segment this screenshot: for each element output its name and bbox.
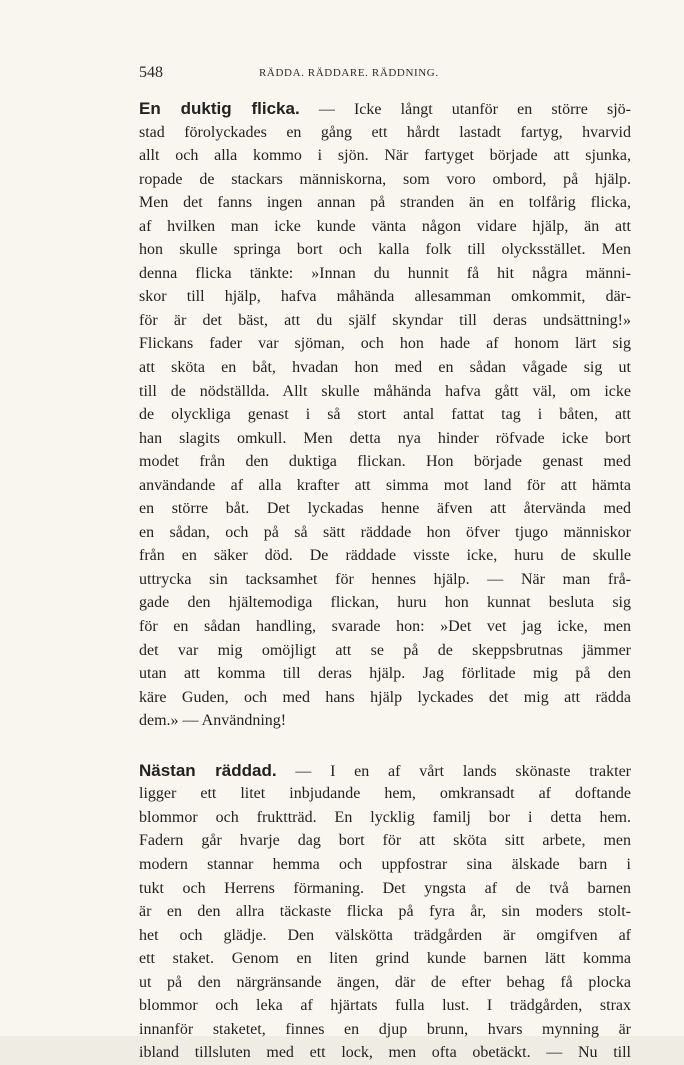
text-line: för en sådan handling, svarade hon: »Det vet jag icke, men (139, 618, 631, 636)
text-line: ett staket. Genom en liten grind kunde barnen lätt komma (139, 950, 631, 968)
text-line: stad förolyckades en gång ett hårdt lastadt fartyg, hvarvid (139, 123, 631, 141)
section-en-duktig-flicka (139, 97, 631, 733)
page-header (139, 64, 631, 86)
text-line: till de nödställda. Allt skulle måhända hafva gått väl, om icke (139, 382, 631, 400)
text-line: allt och alla kommo i sjön. När fartyget började att sjunka, (139, 147, 631, 165)
text-line: en sådan, och på så sätt räddade hon öfver tjugo människor (139, 523, 631, 541)
text-line: ut på den närgränsande ängen, där de efter behag få plocka (139, 973, 631, 991)
text-line: blommor och fruktträd. En lycklig familj bor i detta hem. (139, 808, 631, 826)
running-title: RÄDDA. RÄDDARE. RÄDDNING. (259, 67, 439, 79)
text-line: gade den hjältemodiga flickan, huru hon kunnat besluta sig (139, 594, 631, 612)
text-line: är en den allra täckaste flicka på fyra år, sin moders stolt- (139, 903, 631, 921)
section-heading: Nästan räddad. (139, 760, 277, 780)
text-line: hon skulle springa bort och kalla folk till olycksstället. Men (139, 241, 631, 259)
text-line: käre Guden, och med hans hjälp lyckades det mig att rädda (139, 688, 631, 706)
text-line: denna flicka tänkte: »Innan du hunnit få hit några männi- (139, 264, 631, 282)
text-line: uttrycka sin tacksamhet för hennes hjälp. — När man frå- (139, 570, 631, 588)
text-line: En duktig flicka. — Icke långt utanför en större sjö- (139, 99, 631, 118)
text-line: det var mig omöjligt att se på de skeppsbrutnas jämmer (139, 641, 631, 659)
text-line: Flickans fader var sjöman, och hon hade af honom lärt sig (139, 335, 631, 353)
text-line: från en säker död. De räddade visste icke, huru de skulle (139, 547, 631, 565)
text-line: Men det fanns ingen annan på stranden än en tolfårig flicka, (139, 194, 631, 212)
section-heading: En duktig flicka. (139, 99, 300, 118)
text-line: användande af alla krafter att simma mot land för att hämta (139, 476, 631, 494)
section-nastan-raddad (139, 759, 631, 1065)
text-line: för är det bäst, att du själf skyndar till deras undsättning!» (139, 311, 631, 329)
text-line: han slagits omkull. Men detta nya hinder röfvade icke bort (139, 429, 631, 447)
text-line: skor till hjälp, hafva måhända allesamman omkommit, där- (139, 288, 631, 306)
text-line: att sköta en båt, hvadan hon med en sådan vågade sig ut (139, 359, 631, 377)
text-line: het och glädje. Den välskötta trädgården är omgifven af (139, 926, 631, 944)
text-line: ropade de stackars människorna, som voro ombord, på hjälp. (139, 170, 631, 188)
text-line: Nästan räddad. — I en af vårt lands skönaste trakter (139, 760, 632, 780)
text-line: tukt och Herrens förmaning. Det yngsta af de två barnen (139, 879, 631, 897)
text-line: ibland tillsluten med ett lock, men ofta obetäckt. — Nu till (139, 1044, 631, 1062)
page-number: 548 (139, 64, 163, 81)
text-line: blommor och leka af hjärtats fulla lust. I trädgården, strax (139, 997, 631, 1015)
text-line: modern stannar hemma och uppfostrar sina älskade barn i (139, 855, 631, 873)
text-line: en större båt. Det lyckadas henne äfven att återvända med (139, 500, 631, 518)
text-line: dem.» — Användning! (139, 712, 287, 730)
text-line: Fadern går hvarje dag bort för att sköta sitt arbete, men (139, 832, 631, 850)
body-text (139, 97, 631, 1065)
text-line: de olyckliga genast i så stort antal fattat tag i båten, att (139, 406, 631, 424)
text-line: ligger ett litet inbjudande hem, omkransadt af doftande (139, 785, 631, 803)
text-line: innanför staketet, finnes en djup brunn, hvars mynning är (139, 1020, 631, 1038)
text-line: utan att komma till deras hjälp. Jag förlitade mig på den (139, 665, 631, 683)
text-line: modet från den duktiga flickan. Hon började genast med (139, 453, 631, 471)
text-line: af hvilken man icke kunde vänta någon vidare hjälp, än att (139, 217, 631, 235)
